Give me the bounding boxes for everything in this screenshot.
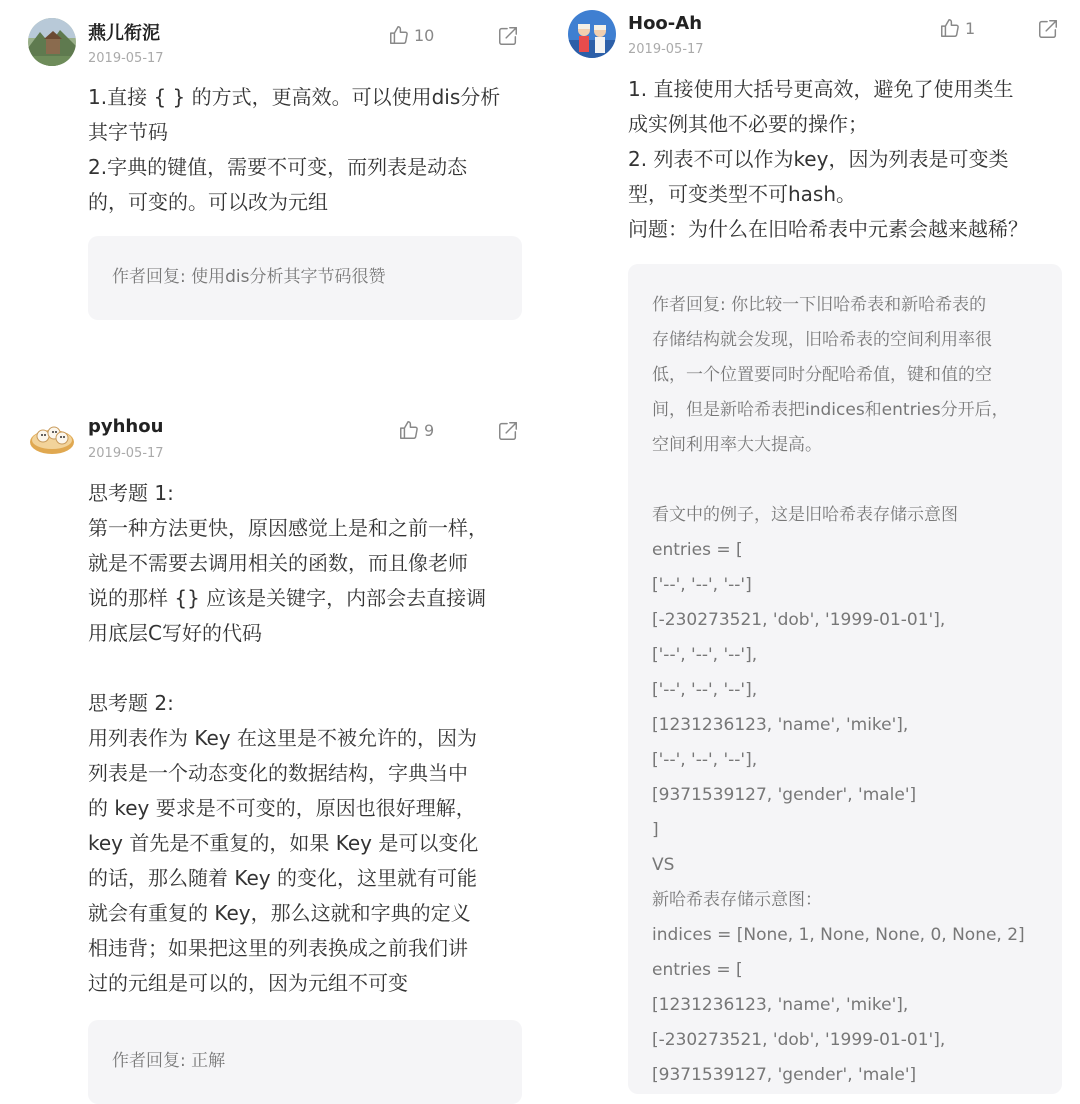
comment-body xyxy=(88,476,488,1001)
comment-line: 用列表作为 Key 在这里是不被允许的，因为 xyxy=(88,726,477,750)
share-icon xyxy=(497,25,519,47)
reply-line xyxy=(652,463,1062,498)
reply-line: ] xyxy=(652,820,659,840)
people-avatar-icon[interactable] xyxy=(568,10,616,58)
comment-line: 1. 直接使用大括号更高效，避免了使用类生 xyxy=(628,77,1014,101)
thumbs-up-icon xyxy=(939,17,961,39)
comment-line: 就会有重复的 Key，那么这就和字典的定义 xyxy=(88,901,471,925)
comment-line: 说的那样 {} 应该是关键字，内部会去直接调 xyxy=(88,586,487,610)
reply-line: [1231236123, 'name', 'mike'], xyxy=(652,995,909,1015)
reply-line: ['--', '--', '--'] xyxy=(652,575,752,595)
reply-line: 作者回复: 使用dis分析其字节码很赞 xyxy=(112,267,386,287)
like-button[interactable] xyxy=(939,17,975,39)
comment-line: 型，可变类型不可hash。 xyxy=(628,182,857,206)
comment-line: 成实例其他不必要的操作； xyxy=(628,112,868,136)
like-button[interactable] xyxy=(388,24,434,46)
comment-line: 第一种方法更快，原因感觉上是和之前一样， xyxy=(88,516,488,540)
like-count: 1 xyxy=(965,18,976,38)
right-column xyxy=(555,0,1080,1085)
comment-body xyxy=(88,80,500,220)
comment-body xyxy=(628,72,1028,247)
username[interactable]: Hoo-Ah xyxy=(628,13,703,34)
comment-line: 1.直接 { } 的方式，更高效。可以使用dis分析 xyxy=(88,85,501,109)
reply-line: 新哈希表存储示意图： xyxy=(652,890,822,910)
reply-line: [1231236123, 'name', 'mike'], xyxy=(652,715,909,735)
comment-line: 的 key 要求是不可变的，原因也很好理解， xyxy=(88,796,476,820)
like-count: 10 xyxy=(414,25,435,45)
reply-line: 作者回复: 正解 xyxy=(112,1051,226,1071)
comment-line: 2. 列表不可以作为key，因为列表是可变类 xyxy=(628,147,1009,171)
share-button[interactable] xyxy=(1037,18,1059,40)
comment-line: 问题：为什么在旧哈希表中元素会越来越稀？ xyxy=(628,217,1028,241)
reply-line: [-230273521, 'dob', '1999-01-01'], xyxy=(652,610,946,630)
comment-line: 就是不需要去调用相关的函数，而且像老师 xyxy=(88,551,468,575)
comment-line: 的话，那么随着 Key 的变化，这里就有可能 xyxy=(88,866,477,890)
comment-line: 其字节码 xyxy=(88,120,168,144)
reply-line: [-230273521, 'dob', '1999-01-01'], xyxy=(652,1030,946,1050)
author-reply xyxy=(88,236,522,320)
username[interactable]: pyhhou xyxy=(88,416,164,437)
reply-line: entries = [ xyxy=(652,960,743,980)
reply-line: 间，但是新哈希表把indices和entries分开后， xyxy=(652,400,1009,420)
like-count: 9 xyxy=(424,420,435,440)
author-reply xyxy=(628,264,1062,1094)
thumbs-up-icon xyxy=(388,24,410,46)
reply-line: indices = [None, 1, None, None, 0, None, 2] xyxy=(652,925,1025,945)
share-button[interactable] xyxy=(497,25,519,47)
comment-date: 2019-05-17 xyxy=(88,51,164,66)
landscape-avatar-icon[interactable] xyxy=(28,18,76,66)
dumpling-avatar-icon[interactable] xyxy=(28,412,76,460)
comment-line: 相违背；如果把这里的列表换成之前我们讲 xyxy=(88,936,468,960)
reply-line: entries = [ xyxy=(652,540,743,560)
like-button[interactable] xyxy=(398,419,434,441)
comment-line: 的，可变的。可以改为元组 xyxy=(88,190,328,214)
comment-line: 过的元组是可以的，因为元组不可变 xyxy=(88,971,408,995)
reply-line: ['--', '--', '--'], xyxy=(652,680,758,700)
comment-line: key 首先是不重复的，如果 Key 是可以变化 xyxy=(88,831,479,855)
reply-line: 看文中的例子，这是旧哈希表存储示意图 xyxy=(652,505,958,525)
share-icon xyxy=(1037,18,1059,40)
comment-date: 2019-05-17 xyxy=(88,446,164,461)
comment-date: 2019-05-17 xyxy=(628,42,704,57)
thumbs-up-icon xyxy=(398,419,420,441)
comment-line: 思考题 1: xyxy=(88,481,174,505)
reply-line: ['--', '--', '--'], xyxy=(652,750,758,770)
reply-line: 存储结构就会发现，旧哈希表的空间利用率很 xyxy=(652,330,992,350)
reply-line: 空间利用率大大提高。 xyxy=(652,435,822,455)
left-column xyxy=(0,0,540,1080)
reply-line: [9371539127, 'gender', 'male'] xyxy=(652,1065,917,1085)
username[interactable]: 燕儿衔泥 xyxy=(88,23,160,44)
reply-line: [9371539127, 'gender', 'male'] xyxy=(652,785,917,805)
reply-line: ['--', '--', '--'], xyxy=(652,645,758,665)
share-icon xyxy=(497,420,519,442)
comment-line: 思考题 2: xyxy=(88,691,174,715)
comment-line: 2.字典的键值，需要不可变，而列表是动态 xyxy=(88,155,468,179)
comment-line xyxy=(88,651,488,686)
comment-line: 用底层C写好的代码 xyxy=(88,621,262,645)
share-button[interactable] xyxy=(497,420,519,442)
comment-line: 列表是一个动态变化的数据结构，字典当中 xyxy=(88,761,468,785)
reply-line: 低，一个位置要同时分配哈希值，键和值的空 xyxy=(652,365,992,385)
reply-line: VS xyxy=(652,855,675,875)
author-reply xyxy=(88,1020,522,1104)
reply-line: 作者回复: 你比较一下旧哈希表和新哈希表的 xyxy=(652,295,987,315)
